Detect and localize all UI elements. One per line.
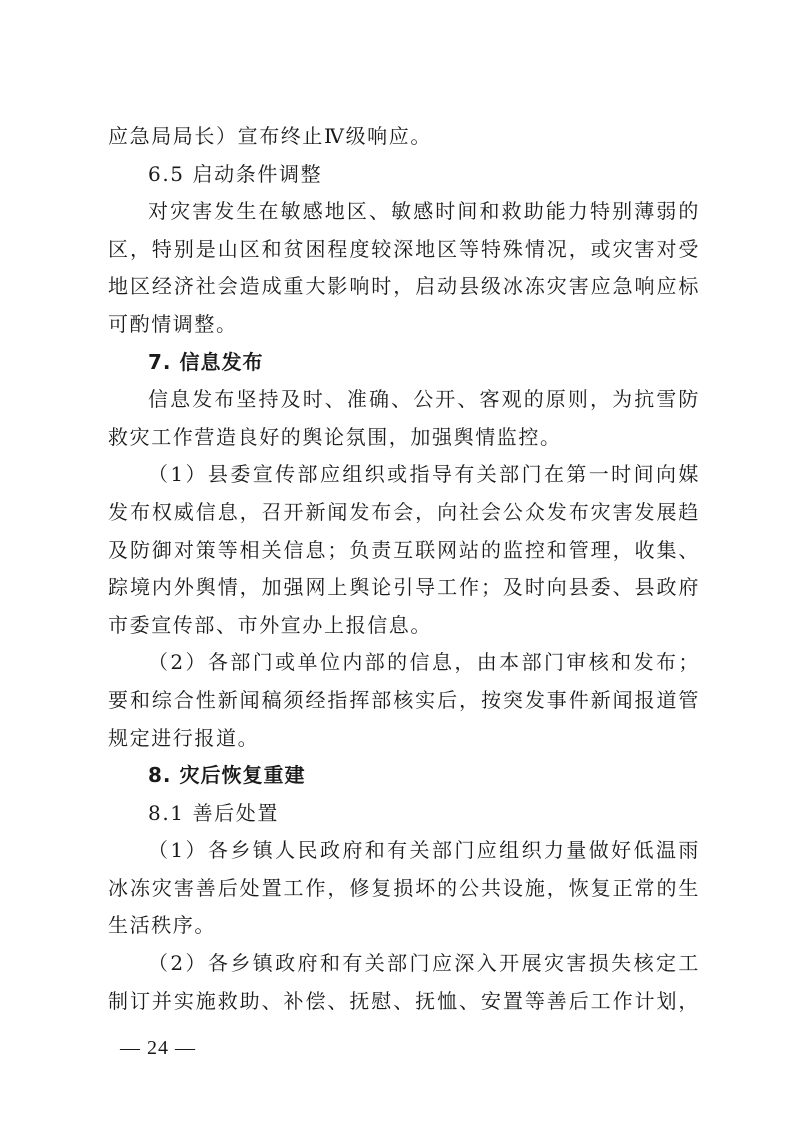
- section-heading: 7. 信息发布: [148, 349, 264, 374]
- paragraph-line: （1）各乡镇人民政府和有关部门应组织力量做好低温雨: [148, 838, 700, 863]
- paragraph-line: 踪境内外舆情，加强网上舆论引导工作；及时向县委、县政府: [108, 575, 700, 600]
- paragraph-line: 8.1 善后处置: [148, 800, 279, 825]
- paragraph-line: （2）各部门或单位内部的信息，由本部门审核和发布；: [148, 650, 700, 675]
- paragraph-line: 规定进行报道。: [108, 725, 260, 750]
- paragraph-line: 可酌情调整。: [108, 311, 238, 336]
- paragraph-line: （1）县委宣传部应组织或指导有关部门在第一时间向媒: [148, 462, 700, 487]
- paragraph-line: 冰冻灾害善后处置工作，修复损坏的公共设施，恢复正常的生: [108, 875, 700, 900]
- paragraph-line: 6.5 启动条件调整: [148, 161, 323, 186]
- paragraph-line: 对灾害发生在敏感地区、敏感时间和救助能力特别薄弱的: [148, 199, 700, 224]
- paragraph-line: 制订并实施救助、补偿、抚慰、抚恤、安置等善后工作计划，: [108, 988, 700, 1013]
- page-number: — 24 —: [120, 1037, 196, 1059]
- paragraph-line: （2）各乡镇政府和有关部门应深入开展灾害损失核定工: [148, 951, 700, 976]
- paragraph-line: 发布权威信息，召开新闻发布会，向社会公众发布灾害发展趋: [108, 499, 700, 524]
- paragraph-line: 应急局局长）宣布终止Ⅳ级响应。: [108, 124, 432, 148]
- paragraph-line: 及防御对策等相关信息；负责互联网站的监控和管理，收集、: [108, 537, 700, 562]
- section-heading: 8. 灾后恢复重建: [148, 763, 306, 788]
- paragraph-line: 区，特别是山区和贫困程度较深地区等特殊情况，或灾害对受: [108, 236, 700, 261]
- paragraph-line: 地区经济社会造成重大影响时，启动县级冰冻灾害应急响应标: [108, 274, 700, 299]
- document-body: [108, 118, 700, 1020]
- paragraph-line: 生活秩序。: [108, 913, 216, 938]
- paragraph-line: 市委宣传部、市外宣办上报信息。: [108, 612, 432, 637]
- paragraph-line: 要和综合性新闻稿须经指挥部核实后，按突发事件新闻报道管: [108, 687, 700, 712]
- paragraph-line: 救灾工作营造良好的舆论氛围，加强舆情监控。: [108, 424, 562, 449]
- paragraph-line: 信息发布坚持及时、准确、公开、客观的原则，为抗雪防: [148, 387, 700, 412]
